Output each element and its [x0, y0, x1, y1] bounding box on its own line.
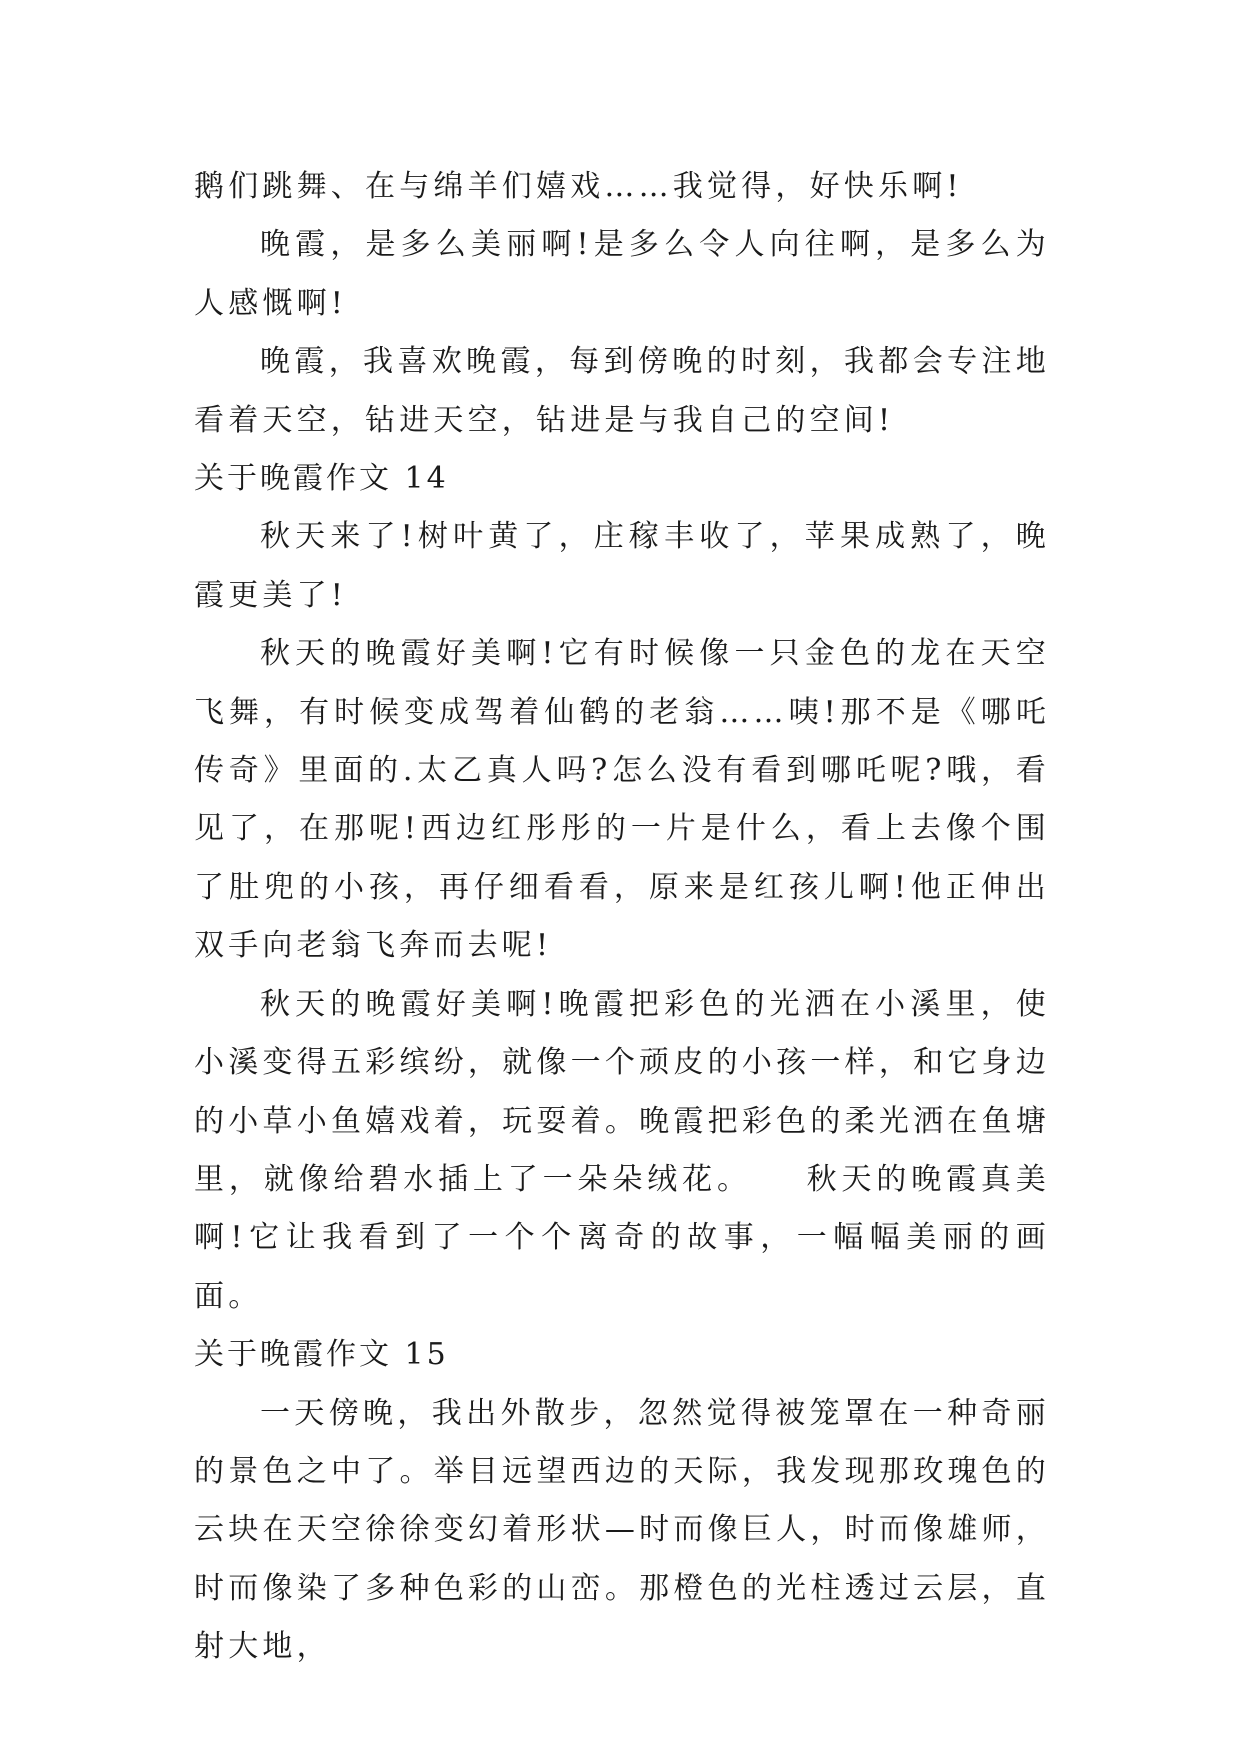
paragraph: 秋天来了!树叶黄了，庄稼丰收了，苹果成熟了，晚霞更美了! [194, 519, 1050, 613]
paragraph: 晚霞，我喜欢晚霞，每到傍晚的时刻，我都会专注地看着天空，钻进天空，钻进是与我自己的空间! [194, 344, 1050, 438]
paragraph: 一天傍晚，我出外散步，忽然觉得被笼罩在一种奇丽的景色之中了。举目远望西边的天际，我发现那玫瑰色的云块在天空徐徐变幻着形状—时而像巨人，时而像雄师，时而像染了多种色彩的山峦。那橙色的光柱透过云层，直射大地， [194, 1395, 1050, 1665]
document-body [194, 158, 1050, 1677]
essay-heading: 关于晚霞作文 14 [194, 461, 449, 497]
paragraph-continued: 鹅们跳舞、在与绵羊们嬉戏……我觉得，好快乐啊! [194, 169, 963, 204]
paragraph: 晚霞，是多么美丽啊!是多么令人向往啊，是多么为人感慨啊! [194, 227, 1050, 321]
essay-heading: 关于晚霞作文 15 [194, 1337, 449, 1373]
paragraph: 秋天的晚霞好美啊!晚霞把彩色的光洒在小溪里，使小溪变得五彩缤纷，就像一个顽皮的小孩一样，和它身边的小草小鱼嬉戏着，玩耍着。晚霞把彩色的柔光洒在鱼塘里，就像给碧水插上了一朵朵绒花。 秋天的晚霞真美啊!它让我看到了一个个离奇的故事，一幅幅美丽的画面。 [194, 986, 1050, 1314]
paragraph: 秋天的晚霞好美啊!它有时候像一只金色的龙在天空飞舞，有时候变成驾着仙鹤的老翁……咦!那不是《哪吒传奇》里面的.太乙真人吗?怎么没有看到哪吒呢?哦，看见了，在那呢!西边红彤彤的一片是什么，看上去像个围了肚兜的小孩，再仔细看看，原来是红孩儿啊!他正伸出双手向老翁飞奔而去呢! [194, 636, 1050, 964]
